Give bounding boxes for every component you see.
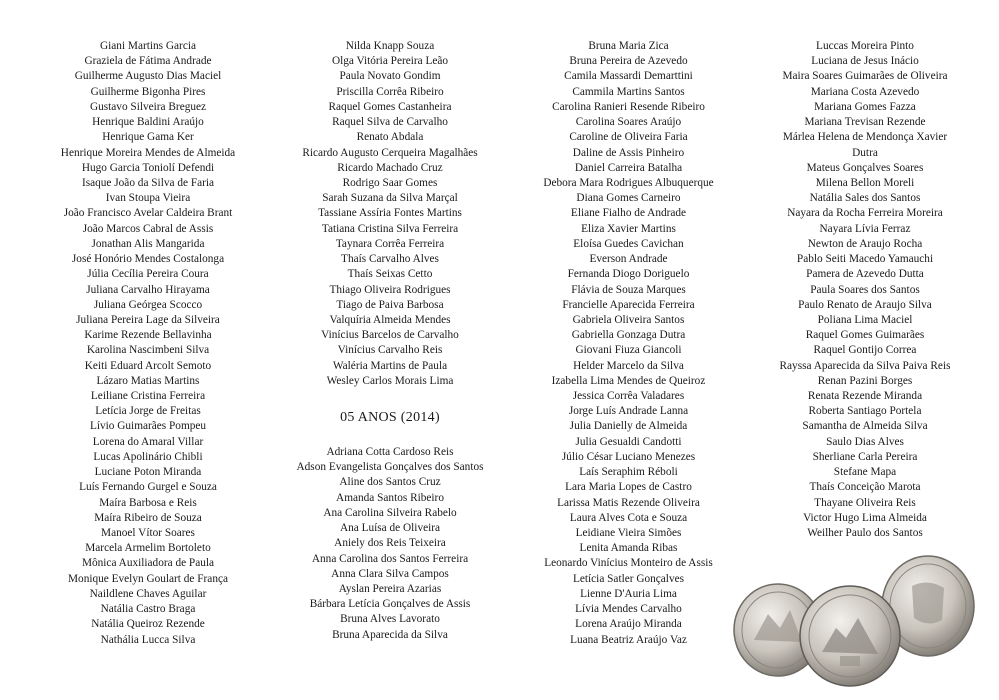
name-entry: Larissa Matis Rezende Oliveira <box>557 496 700 509</box>
name-entry: Adriana Cotta Cardoso Reis <box>326 446 454 458</box>
name-entry: Raquel Silva de Carvalho <box>332 116 448 129</box>
name-entry: João Marcos Cabral de Assis <box>82 222 214 235</box>
name-entry: Daniel Carreira Batalha <box>574 161 683 174</box>
name-entry: Dutra <box>852 146 878 159</box>
name-entry: Bruna Alves Lavorato <box>340 613 440 626</box>
name-entry: Anna Carolina dos Santos Ferreira <box>311 552 469 565</box>
name-entry: Samantha de Almeida Silva <box>802 420 928 433</box>
name-entry: Mateus Gonçalves Soares <box>806 161 924 174</box>
name-entry: Lívio Guimarães Pompeu <box>89 420 207 433</box>
name-entry: Wesley Carlos Morais Lima <box>326 374 454 387</box>
name-entry: Lucas Apolinário Chibli <box>93 450 203 463</box>
name-entry: Rayssa Aparecida da Silva Paiva Reis <box>779 359 951 372</box>
name-entry: Taynara Corrêa Ferreira <box>335 237 445 250</box>
name-entry: Leiliane Cristina Ferreira <box>90 390 206 403</box>
section-heading-2014: 05 ANOS (2014) <box>340 410 440 425</box>
name-entry: Renan Pazini Borges <box>817 374 913 387</box>
name-entry: Helder Marcelo da Silva <box>573 359 684 372</box>
name-entry: Bruna Aparecida da Silva <box>332 628 448 641</box>
name-entry: Tatiana Cristina Silva Ferreira <box>321 222 459 235</box>
name-entry: Stefane Mapa <box>833 466 897 479</box>
name-entry: José Honório Mendes Costalonga <box>71 253 225 266</box>
name-entry: Roberta Santiago Portela <box>808 405 922 418</box>
coins-illustration <box>732 548 982 688</box>
name-entry: Laís Seraphim Réboli <box>579 466 678 479</box>
name-entry: Thaís Conceição Marota <box>809 481 921 494</box>
name-entry: Nayara Lívia Ferraz <box>819 222 911 235</box>
name-entry: Juliana Carvalho Hirayama <box>86 283 210 296</box>
name-entry: Poliana Lima Maciel <box>817 313 913 326</box>
name-entry: Camila Massardi Demarttini <box>564 70 693 83</box>
name-entry: Eliza Xavier Martins <box>581 222 676 235</box>
name-entry: Renato Abdala <box>356 131 424 144</box>
name-entry: Bruna Maria Zica <box>588 40 669 52</box>
name-entry: Henrique Gama Ker <box>102 131 194 144</box>
name-entry: Luciane Poton Miranda <box>94 466 202 479</box>
name-entry: Raquel Gomes Castanheira <box>328 100 452 113</box>
name-entry: Manoel Vítor Soares <box>101 527 195 539</box>
name-entry: Lara Maria Lopes de Castro <box>565 481 692 494</box>
name-entry: Thaís Seixas Cetto <box>347 268 433 281</box>
name-entry: Juliana Pereira Lage da Silveira <box>76 313 220 326</box>
name-entry: Izabella Lima Mendes de Queiroz <box>551 374 706 387</box>
name-entry: Maíra Ribeiro de Souza <box>94 511 202 524</box>
name-entry: Henrique Moreira Mendes de Almeida <box>60 146 236 159</box>
name-entry: Naildlene Chaves Aguilar <box>89 587 207 600</box>
name-entry: Pamera de Azevedo Dutta <box>806 268 924 281</box>
name-entry: Carolina Ranieri Resende Ribeiro <box>552 100 705 113</box>
name-entry: Karime Rezende Bellavinha <box>84 329 212 342</box>
name-entry: Lenita Amanda Ribas <box>579 542 678 555</box>
name-entry: Luciana de Jesus Inácio <box>811 55 919 68</box>
name-entry: Weilher Paulo dos Santos <box>807 527 923 539</box>
name-entry: Jonathan Alis Mangarida <box>91 237 205 250</box>
name-entry: Cammila Martins Santos <box>572 85 685 98</box>
name-entry: Maira Soares Guimarães de Oliveira <box>782 70 948 83</box>
name-entry: Adson Evangelista Gonçalves dos Santos <box>296 461 484 474</box>
name-entry: Amanda Santos Ribeiro <box>336 491 444 504</box>
name-entry: Raquel Gontijo Correa <box>813 344 917 357</box>
name-entry: Victor Hugo Lima Almeida <box>803 511 927 524</box>
name-entry: Valquíria Almeida Mendes <box>329 313 451 326</box>
name-entry: Eliane Fialho de Andrade <box>570 207 687 220</box>
name-entry: Lienne D'Auria Lima <box>580 587 677 600</box>
name-entry: Daline de Assis Pinheiro <box>572 146 685 159</box>
name-entry: Julia Danielly de Almeida <box>569 420 688 433</box>
name-entry: Júlio César Luciano Menezes <box>561 450 696 463</box>
name-entry: Ricardo Machado Cruz <box>337 161 443 174</box>
name-entry: Gabriella Gonzaga Dutra <box>571 329 686 342</box>
name-entry: Jessica Corrêa Valadares <box>572 390 685 403</box>
name-entry: Isaque João da Silva de Faria <box>81 176 215 189</box>
name-entry: Ivan Stoupa Vieira <box>105 192 191 205</box>
name-entry: Bruna Pereira de Azevedo <box>569 55 688 68</box>
name-entry: Diana Gomes Carneiro <box>576 192 681 205</box>
name-entry: Letícia Jorge de Freitas <box>95 405 201 418</box>
name-entry: Giovani Fiuza Giancoli <box>575 344 682 357</box>
name-entry: Mônica Auxiliadora de Paula <box>81 557 215 570</box>
name-entry: João Francisco Avelar Caldeira Brant <box>63 207 233 220</box>
name-entry: Luccas Moreira Pinto <box>816 40 914 52</box>
name-entry: Mariana Costa Azevedo <box>810 85 920 98</box>
name-entry: Nilda Knapp Souza <box>345 40 435 52</box>
name-entry: Henrique Baldini Araújo <box>92 116 204 129</box>
name-column-1 <box>28 39 268 648</box>
name-entry: Thiago Oliveira Rodrigues <box>329 283 451 296</box>
name-entry: Natália Castro Braga <box>100 603 196 616</box>
name-entry: Guilherme Bigonha Pires <box>90 85 206 98</box>
name-entry: Ana Luísa de Oliveira <box>339 522 441 535</box>
name-entry: Giani Martins Garcia <box>100 40 196 52</box>
name-entry: Raquel Gomes Guimarães <box>805 329 925 342</box>
name-entry: Lorena do Amaral Villar <box>92 435 204 448</box>
name-entry: Marcela Armelim Bortoleto <box>85 542 211 555</box>
name-entry: Jorge Luís Andrade Lanna <box>568 405 689 418</box>
name-entry: Nayara da Rocha Ferreira Moreira <box>787 207 943 220</box>
name-entry: Flávia de Souza Marques <box>571 283 686 296</box>
coin-center <box>800 586 900 686</box>
name-entry: Thaís Carvalho Alves <box>341 253 439 266</box>
name-entry: Waléria Martins de Paula <box>332 359 448 372</box>
name-entry: Paula Soares dos Santos <box>810 283 920 296</box>
name-entry: Julia Gesualdi Candotti <box>575 435 682 448</box>
name-entry: Leidiane Vieira Simões <box>575 527 682 539</box>
name-entry: Guilherme Augusto Dias Maciel <box>74 70 222 83</box>
name-entry: Rodrigo Saar Gomes <box>342 176 438 189</box>
name-entry: Lívia Mendes Carvalho <box>575 603 682 616</box>
name-column-3 <box>500 39 757 648</box>
name-entry: Ana Carolina Silveira Rabelo <box>323 506 457 519</box>
name-entry: Sherliane Carla Pereira <box>812 450 918 463</box>
name-entry: Lorena Araújo Miranda <box>575 618 682 631</box>
name-entry: Hugo Garcia Toniolí Defendi <box>81 161 215 174</box>
name-entry: Laura Alves Cota e Souza <box>569 511 688 524</box>
name-entry: Priscilla Corrêa Ribeiro <box>336 85 444 98</box>
name-entry: Graziela de Fátima Andrade <box>84 55 212 68</box>
name-entry: Newton de Araujo Rocha <box>807 237 923 250</box>
name-entry: Gabriela Oliveira Santos <box>572 313 685 326</box>
name-entry: Vinícius Barcelos de Carvalho <box>321 329 459 342</box>
name-entry: Francielle Aparecida Ferreira <box>562 298 695 311</box>
name-entry: Pablo Seiti Macedo Yamauchi <box>796 253 934 266</box>
name-entry: Luís Fernando Gurgel e Souza <box>79 481 217 494</box>
name-entry: Tassiane Assíria Fontes Martins <box>318 207 462 220</box>
name-entry: Vinícius Carvalho Reis <box>337 344 443 357</box>
name-entry: Natália Queiroz Rezende <box>91 618 205 631</box>
name-entry: Karolina Nascimbeni Silva <box>86 344 210 357</box>
name-entry: Anna Clara Silva Campos <box>331 567 449 580</box>
name-entry: Luana Beatriz Araújo Vaz <box>570 633 687 646</box>
name-entry: Ricardo Augusto Cerqueira Magalhães <box>302 146 478 159</box>
name-entry: Letícia Satler Gonçalves <box>572 572 685 585</box>
name-entry: Milena Bellon Moreli <box>815 176 915 189</box>
name-entry: Maíra Barbosa e Reis <box>99 496 197 509</box>
name-entry: Keiti Eduard Arcolt Semoto <box>84 359 212 372</box>
name-entry: Tiago de Paiva Barbosa <box>336 298 444 311</box>
name-entry: Mariana Trevisan Rezende <box>804 116 926 129</box>
name-entry: Renata Rezende Miranda <box>807 390 923 403</box>
name-entry: Juliana Geórgea Scocco <box>93 298 203 311</box>
name-entry: Mariana Gomes Fazza <box>814 100 916 113</box>
name-entry: Gustavo Silveira Breguez <box>89 100 207 113</box>
name-entry: Thayane Oliveira Reis <box>814 496 916 509</box>
name-entry: Everson Andrade <box>589 253 668 266</box>
name-column-4 <box>745 39 985 541</box>
name-entry: Aniely dos Reis Teixeira <box>334 537 446 550</box>
name-entry: Olga Vitória Pereira Leão <box>331 55 449 68</box>
name-entry: Lázaro Matias Martins <box>96 374 200 387</box>
name-entry: Júlia Cecília Pereira Coura <box>87 268 209 281</box>
name-entry: Fernanda Diogo Doriguelo <box>567 268 690 281</box>
name-entry: Ayslan Pereira Azarias <box>338 582 442 595</box>
name-entry: Eloísa Guedes Cavichan <box>573 237 684 250</box>
name-entry: Debora Mara Rodrigues Albuquerque <box>543 176 714 189</box>
name-entry: Caroline de Oliveira Faria <box>569 131 688 144</box>
name-entry: Sarah Suzana da Silva Marçal <box>322 192 458 205</box>
name-entry: Paula Novato Gondim <box>339 70 441 83</box>
name-entry: Paulo Renato de Araujo Silva <box>798 298 932 311</box>
name-entry: Márlea Helena de Mendonça Xavier <box>782 131 948 144</box>
name-entry: Bárbara Letícia Gonçalves de Assis <box>309 598 471 611</box>
name-entry: Monique Evelyn Goulart de França <box>68 572 228 585</box>
name-column-2 <box>262 39 518 389</box>
name-entry: Carolina Soares Araújo <box>575 116 682 129</box>
name-entry: Saulo Dias Alves <box>826 435 904 448</box>
name-entry: Nathália Lucca Silva <box>100 633 196 646</box>
name-column-2-2014 <box>262 445 518 643</box>
name-entry: Leonardo Vinícius Monteiro de Assis <box>544 557 713 570</box>
name-entry: Natália Sales dos Santos <box>809 192 921 205</box>
name-entry: Aline dos Santos Cruz <box>339 476 441 489</box>
